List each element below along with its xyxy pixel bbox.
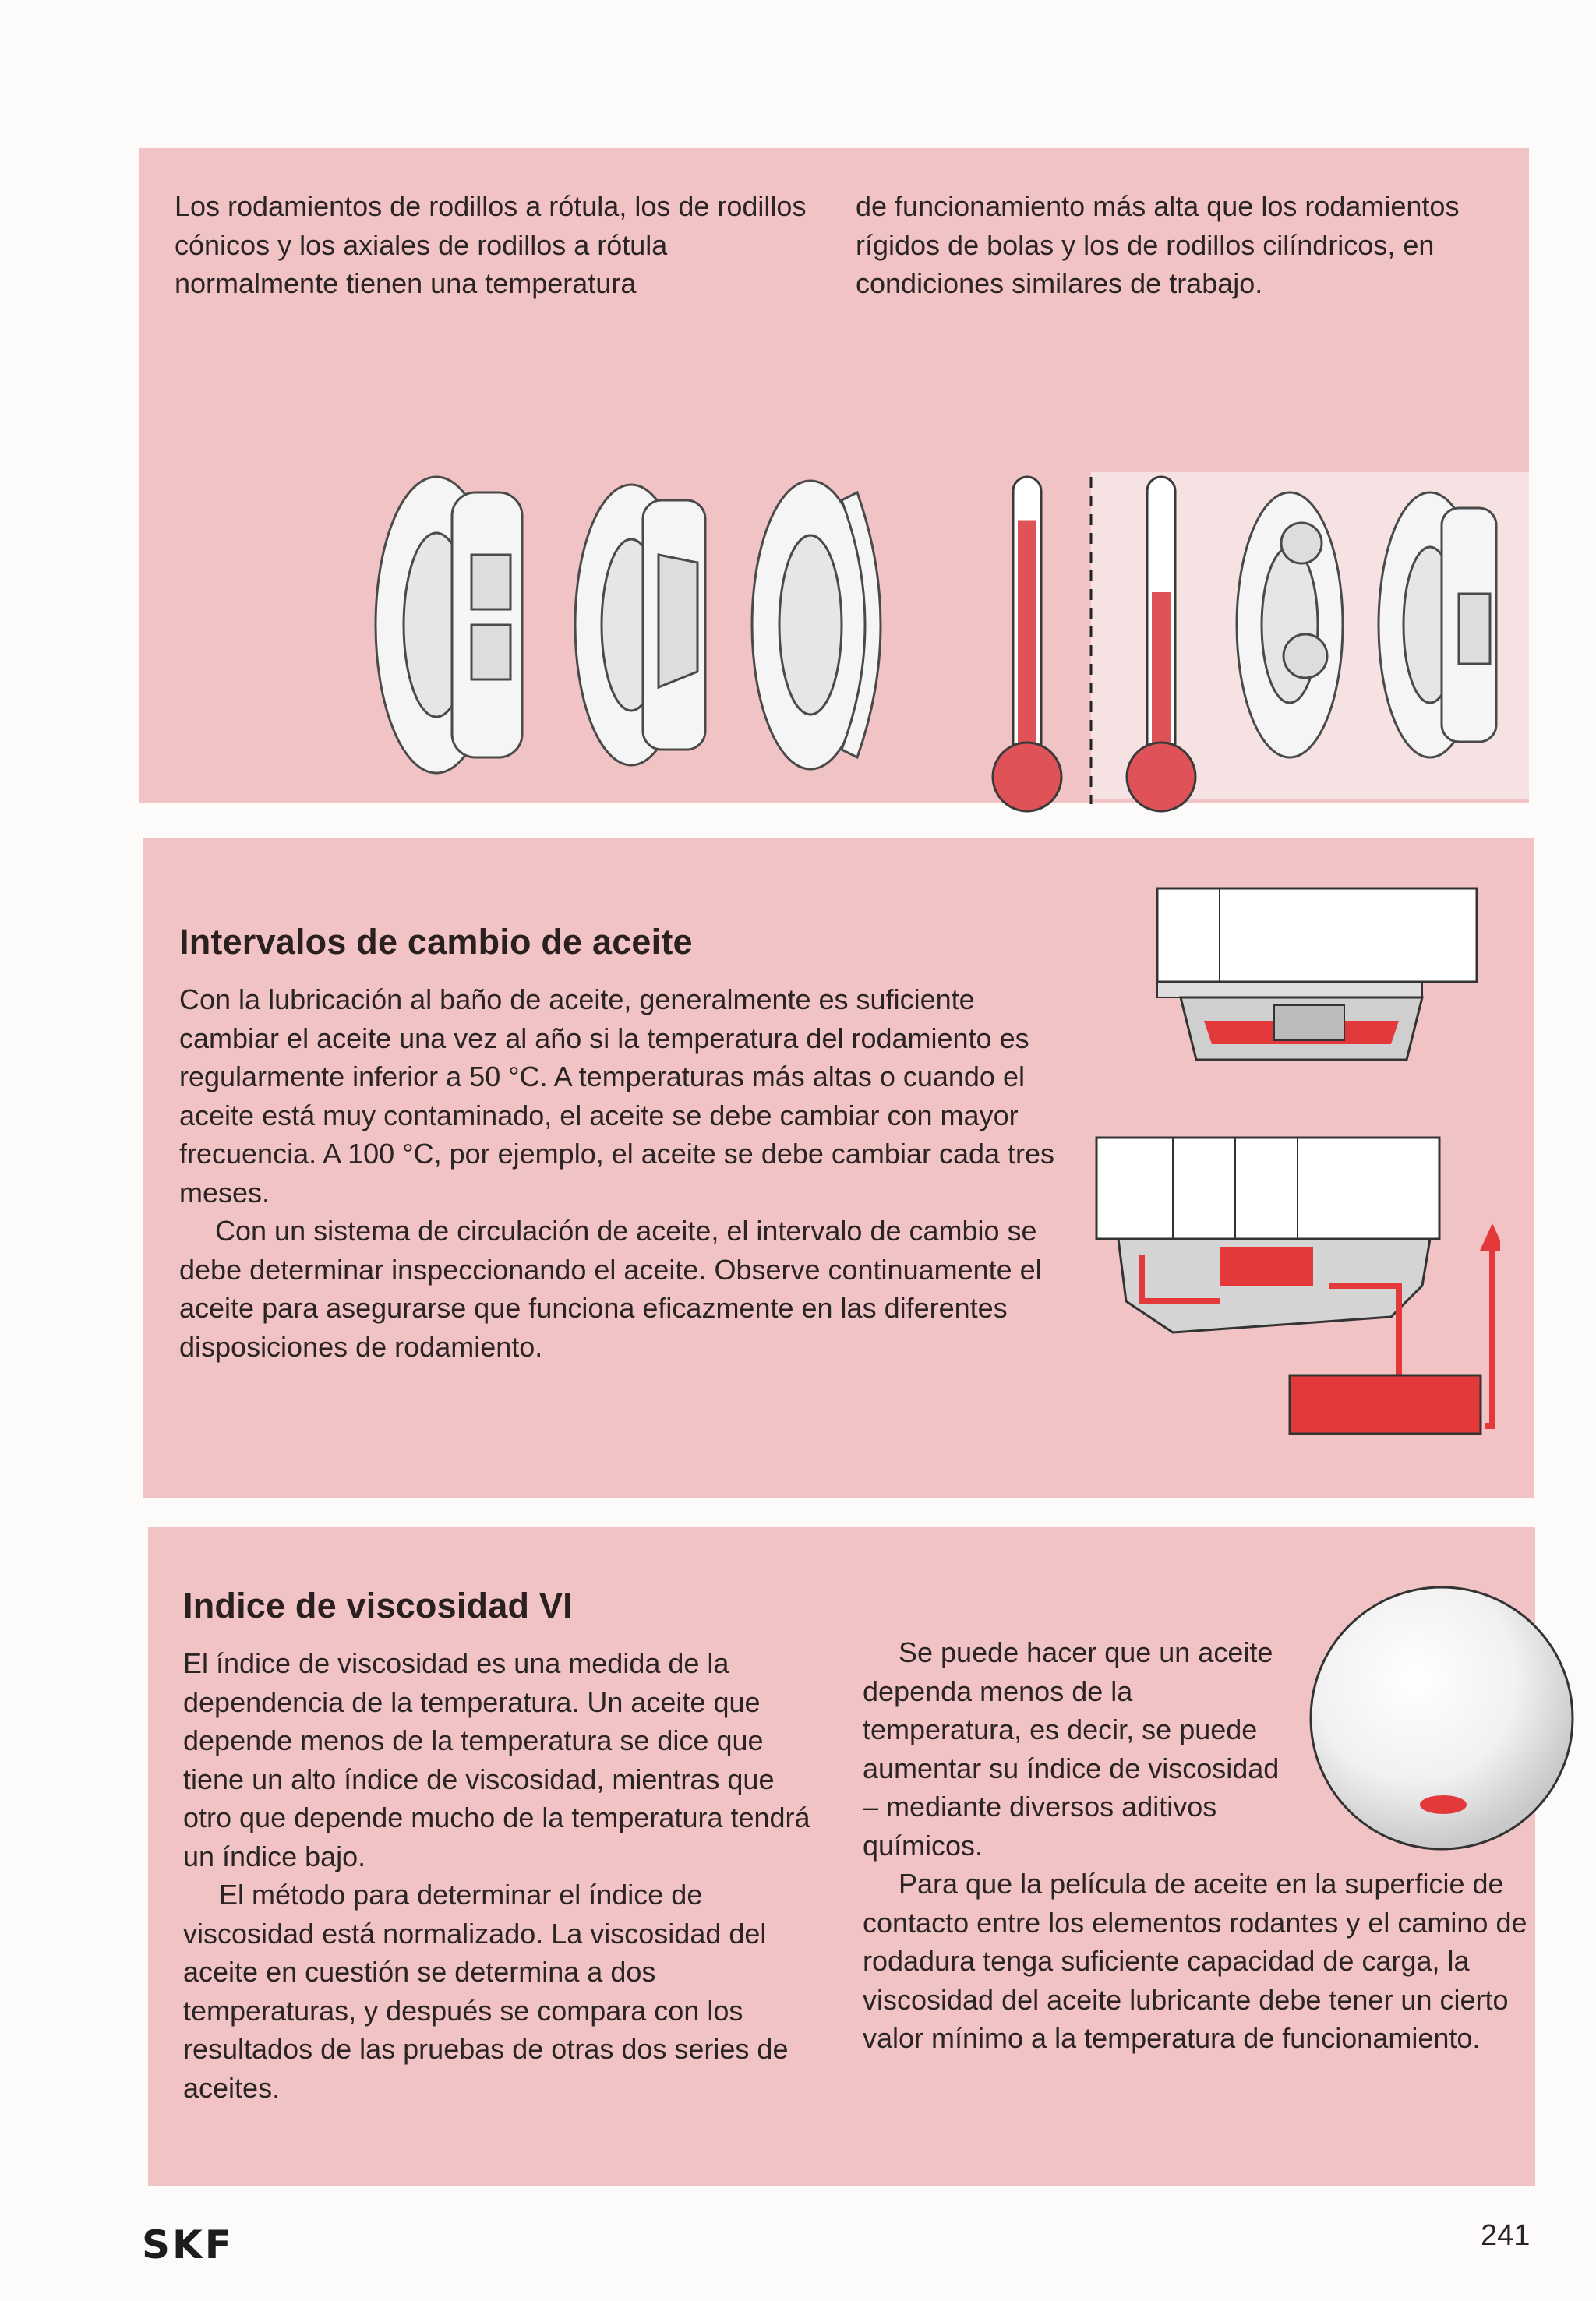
oil-circulation-system-diagram xyxy=(1096,1138,1500,1434)
thermometer-high-fill xyxy=(1018,521,1036,766)
viscosity-text-left xyxy=(183,1644,830,2107)
spherical-roller-bearing-icon xyxy=(376,477,522,773)
oil-bath-housing-diagram xyxy=(1157,888,1477,1060)
tapered-roller-bearing-icon xyxy=(575,485,705,765)
spherical-roller-thrust-bearing-icon xyxy=(752,481,881,769)
thermometer-low-fill xyxy=(1152,592,1171,765)
viscosity-paragraph: Se puede hacer que un aceite dependa menos de la temperatura, es decir, se puede aumentar su índice de viscosidad – mediante diversos aditivos químicos. xyxy=(863,1636,1280,1862)
oil-reservoir xyxy=(1290,1375,1481,1434)
bearing-temperature-illustration xyxy=(343,321,1529,820)
deep-groove-ball-bearing-icon xyxy=(1237,492,1343,757)
flow-arrow-icon xyxy=(1480,1223,1500,1251)
page-number: 241 xyxy=(1481,2219,1531,2252)
skf-logo: SKF xyxy=(142,2222,234,2267)
oil-change-paragraph: Con un sistema de circulación de aceite, el intervalo de cambio se debe determinar inspeccionando el aceite. Observe continuamente el aceite para asegurarse que funciona eficazmente en las diferentes disposiciones de rodamiento. xyxy=(179,1215,1042,1363)
oil-change-text xyxy=(179,980,1068,1366)
viscosity-paragraph: El método para determinar el índice de viscosidad está normalizado. La viscosidad del aceite en cuestión se determina a dos temperaturas, y después se compara con los resultados de las pruebas de otras dos series de aceites. xyxy=(183,1879,789,2104)
ball-oil-film-illustration xyxy=(1301,1582,1582,1862)
oil-change-paragraph: Con la lubricación al baño de aceite, generalmente es suficiente cambiar el aceite una vez al año si la temperatura del rodamiento es regularmente inferior a 50 °C. A temperaturas más altas o cuando el aceite está muy contaminado, el aceite se debe cambiar con mayor frecuencia. A 100 °C, por ejemplo, el aceite se debe cambiar cada tres meses. xyxy=(179,983,1055,1209)
intro-text-left: Los rodamientos de rodillos a rótula, los de rodillos cónicos y los axiales de rodillos a rótula normalmente tienen una temperatura xyxy=(175,190,807,299)
oil-lubrication-diagram xyxy=(1095,881,1500,1442)
viscosity-paragraph: Para que la película de aceite en la superficie de contacto entre los elementos rodantes y el camino de rodadura tenga suficiente capacidad de carga, la viscosidad del aceite lubricante debe tener un cierto valor mínimo a la temperatura de funcionamiento. xyxy=(863,1868,1527,2054)
cylindrical-roller-bearing-icon xyxy=(1379,492,1496,757)
intro-text-right: de funcionamiento más alta que los rodamientos rígidos de bolas y los de rodillos cilíndricos, en condiciones similares de trabajo. xyxy=(856,190,1460,299)
oil-change-heading: Intervalos de cambio de aceite xyxy=(179,922,693,962)
viscosity-heading: Indice de viscosidad VI xyxy=(183,1586,573,1625)
thermometer-high-icon xyxy=(993,477,1061,811)
viscosity-paragraph: El índice de viscosidad es una medida de la dependencia de la temperatura. Un aceite que depende menos de la temperatura se dice que tiene un alto índice de viscosidad, mientras que otro que depende mucho de la temperatura tendrá un índice bajo. xyxy=(183,1647,810,1872)
contact-oil-film xyxy=(1420,1795,1467,1814)
